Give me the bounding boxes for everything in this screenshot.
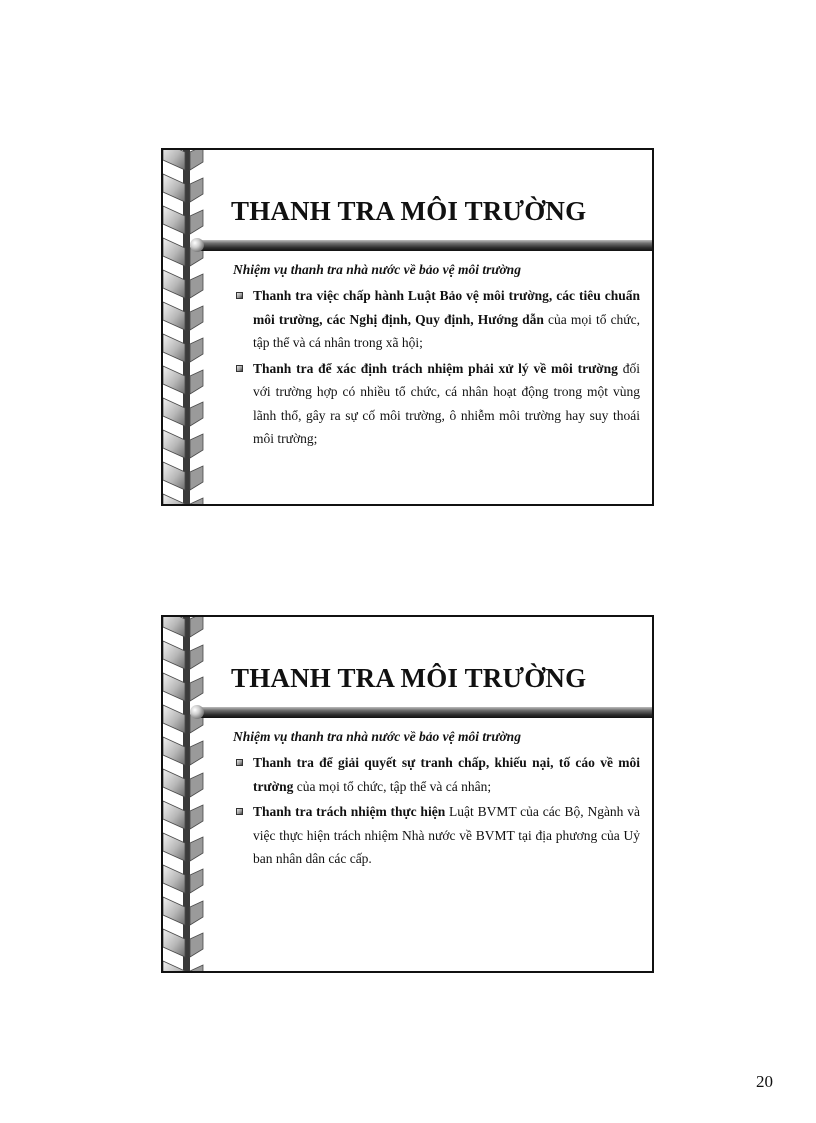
- ribbon-segment: [163, 398, 185, 426]
- ribbon-segment: [163, 801, 185, 829]
- ribbon-segment: [163, 833, 185, 861]
- slide-subtitle: Nhiệm vụ thanh tra nhà nước về bảo vệ môi trường: [233, 729, 521, 744]
- bullet-item: [233, 357, 640, 451]
- ribbon-segment: [163, 270, 185, 298]
- ribbon-segment-shadow: [190, 741, 203, 765]
- ribbon-segment: [163, 929, 185, 957]
- ribbon-segment: [163, 769, 185, 797]
- ribbon-segment-shadow: [190, 645, 203, 669]
- ribbon-segment: [163, 206, 185, 234]
- ribbon-segment-shadow: [190, 466, 203, 490]
- ribbon-segment-shadow: [190, 869, 203, 893]
- ribbon-segment: [163, 737, 185, 765]
- bullet-bold-text: Thanh tra để xác định trách nhiệm phải xử lý về môi trường: [253, 360, 618, 376]
- title-underline-bar: [199, 707, 652, 718]
- ribbon-segment-shadow: [190, 338, 203, 362]
- ribbon-segment: [163, 865, 185, 893]
- ribbon-segment: [163, 150, 185, 170]
- ribbon-segment: [163, 302, 185, 330]
- ribbon-segment-shadow: [190, 773, 203, 797]
- ribbon-segment-shadow: [190, 210, 203, 234]
- ribbon-segment: [163, 705, 185, 733]
- decorative-ribbon: [163, 617, 205, 971]
- ribbon-segment-shadow: [190, 402, 203, 426]
- bullet-square-icon: [236, 808, 243, 815]
- ribbon-graphic: [163, 617, 205, 973]
- ribbon-segment-shadow: [190, 178, 203, 202]
- slide-2: [161, 615, 654, 973]
- ribbon-segment: [163, 238, 185, 266]
- bullet-text: của mọi tổ chức, tập thể và cá nhân trong xã hội;: [253, 311, 640, 350]
- title-bar-knob: [190, 238, 204, 252]
- ribbon-segment: [163, 430, 185, 458]
- bullet-text: của mọi tổ chức, tập thể và cá nhân;: [293, 778, 492, 794]
- ribbon-segment: [163, 961, 185, 973]
- ribbon-graphic: [163, 150, 205, 506]
- bullet-square-icon: [236, 759, 243, 766]
- bullet-item: [233, 800, 640, 871]
- ribbon-segment: [163, 641, 185, 669]
- bullet-square-icon: [236, 365, 243, 372]
- slide-content: [233, 262, 640, 453]
- bullet-item: [233, 284, 640, 355]
- ribbon-segment-shadow: [190, 274, 203, 298]
- bullet-bold-text: Thanh tra để giải quyết sự tranh chấp, khiếu nại, tố cáo về môi trường: [253, 755, 640, 794]
- ribbon-segment-shadow: [190, 837, 203, 861]
- ribbon-segment: [163, 494, 185, 506]
- ribbon-segment: [163, 462, 185, 490]
- ribbon-segment: [163, 334, 185, 362]
- ribbon-segment-shadow: [190, 933, 203, 957]
- bullet-text: đối với trường hợp có nhiều tổ chức, cá nhân hoạt động trong một vùng lãnh thổ, gây ra sự cố môi trường, ô nhiễm môi trường hay suy thoái môi trường;: [253, 360, 640, 446]
- slide-subtitle: Nhiệm vụ thanh tra nhà nước về bảo vệ môi trường: [233, 262, 521, 277]
- bullet-bold-text: Thanh tra việc chấp hành Luật Bảo vệ môi trường, các tiêu chuẩn môi trường, các Nghị định, Quy định, Hướng dẫn: [253, 288, 640, 327]
- ribbon-segment: [163, 673, 185, 701]
- slide-1: [161, 148, 654, 506]
- title-underline-bar: [199, 240, 652, 251]
- ribbon-segment: [163, 174, 185, 202]
- ribbon-segment-shadow: [190, 150, 203, 170]
- ribbon-segment-shadow: [190, 901, 203, 925]
- ribbon-segment-shadow: [190, 306, 203, 330]
- page-number: 20: [756, 1072, 773, 1091]
- bullet-square-icon: [236, 292, 243, 299]
- decorative-ribbon: [163, 150, 205, 504]
- ribbon-segment-shadow: [190, 434, 203, 458]
- ribbon-segment-shadow: [190, 805, 203, 829]
- bullet-text: Luật BVMT của các Bộ, Ngành và việc thực hiện trách nhiệm Nhà nước về BVMT tại địa phương của Uỷ ban nhân dân các cấp.: [253, 804, 640, 866]
- ribbon-segment-shadow: [190, 965, 203, 973]
- bullet-bold-text: Thanh tra trách nhiệm thực hiện: [253, 804, 446, 819]
- ribbon-segment-shadow: [190, 617, 203, 637]
- ribbon-segment-shadow: [190, 677, 203, 701]
- title-bar-knob: [190, 705, 204, 719]
- bullet-item: [233, 751, 640, 798]
- ribbon-segment: [163, 617, 185, 637]
- slide-title: THANH TRA MÔI TRƯỜNG: [231, 663, 587, 693]
- ribbon-segment-shadow: [190, 370, 203, 394]
- ribbon-segment: [163, 366, 185, 394]
- slide-title: THANH TRA MÔI TRƯỜNG: [231, 196, 587, 226]
- slide-content: [233, 729, 640, 873]
- ribbon-segment: [163, 897, 185, 925]
- ribbon-segment-shadow: [190, 498, 203, 506]
